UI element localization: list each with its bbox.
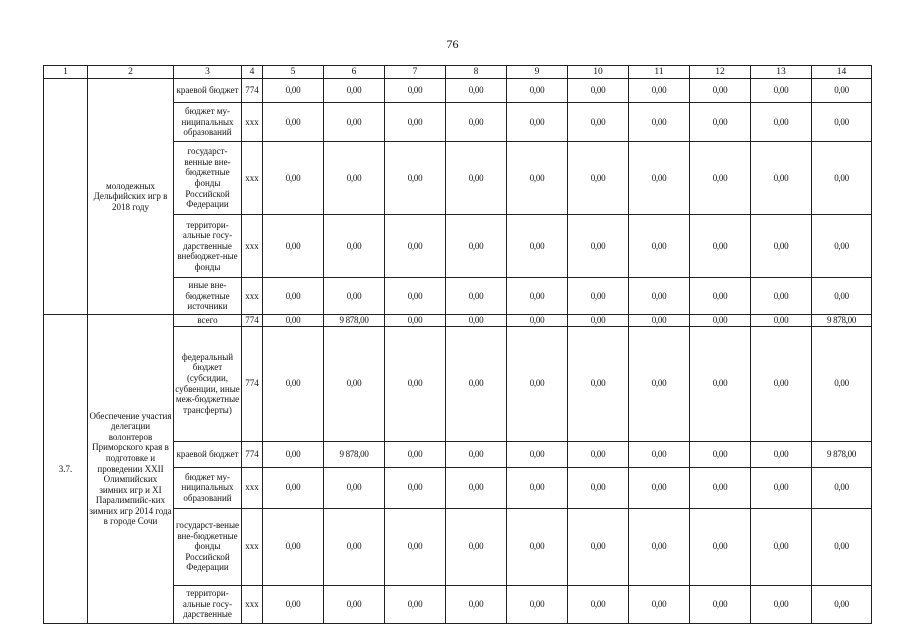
value-cell: 9 878,00: [812, 315, 872, 327]
value-cell: 0,00: [324, 467, 385, 508]
funding-source-cell: территори-альные госу-дарственные внебюджет-ные фонды: [174, 215, 242, 278]
value-cell: 0,00: [507, 467, 568, 508]
code-cell: xxx: [242, 467, 263, 508]
value-cell: 0,00: [568, 79, 629, 103]
page-number: 76: [446, 37, 459, 51]
value-cell: 0,00: [812, 326, 872, 441]
header-cell: 11: [629, 66, 690, 79]
value-cell: 0,00: [690, 215, 751, 278]
header-cell: 1: [44, 66, 88, 79]
row-index-cell: [44, 79, 88, 315]
value-cell: 0,00: [507, 142, 568, 215]
header-cell: 3: [174, 66, 242, 79]
value-cell: 0,00: [385, 79, 446, 103]
header-cell: 14: [812, 66, 872, 79]
value-cell: 0,00: [690, 467, 751, 508]
value-cell: 0,00: [690, 326, 751, 441]
value-cell: 0,00: [568, 585, 629, 623]
value-cell: 0,00: [324, 103, 385, 142]
value-cell: 0,00: [385, 467, 446, 508]
header-cell: 8: [446, 66, 507, 79]
code-cell: 774: [242, 315, 263, 327]
value-cell: 0,00: [446, 315, 507, 327]
header-cell: 4: [242, 66, 263, 79]
value-cell: 0,00: [629, 215, 690, 278]
value-cell: 0,00: [263, 585, 324, 623]
value-cell: 0,00: [751, 142, 812, 215]
value-cell: 0,00: [812, 215, 872, 278]
value-cell: 9 878,00: [324, 315, 385, 327]
value-cell: 0,00: [263, 315, 324, 327]
funding-source-cell: государст-веные вне-бюджетные фонды Российской Федерации: [174, 508, 242, 585]
value-cell: 0,00: [629, 79, 690, 103]
value-cell: 0,00: [751, 79, 812, 103]
value-cell: 0,00: [568, 142, 629, 215]
value-cell: 0,00: [324, 142, 385, 215]
value-cell: 0,00: [263, 215, 324, 278]
value-cell: 0,00: [751, 467, 812, 508]
header-cell: 7: [385, 66, 446, 79]
value-cell: 0,00: [629, 441, 690, 467]
code-cell: xxx: [242, 585, 263, 623]
budget-table: [43, 65, 872, 624]
value-cell: 0,00: [751, 103, 812, 142]
funding-source-cell: государст-венные вне-бюджетные фонды Российской Федерации: [174, 142, 242, 215]
value-cell: 0,00: [263, 326, 324, 441]
value-cell: 0,00: [629, 315, 690, 327]
funding-source-cell: краевой бюджет: [174, 79, 242, 103]
value-cell: 0,00: [751, 441, 812, 467]
value-cell: 0,00: [263, 508, 324, 585]
value-cell: 0,00: [263, 79, 324, 103]
value-cell: 0,00: [568, 441, 629, 467]
funding-source-cell: бюджет му-ниципальных образований: [174, 103, 242, 142]
value-cell: 0,00: [751, 215, 812, 278]
code-cell: 774: [242, 326, 263, 441]
code-cell: 774: [242, 441, 263, 467]
code-cell: xxx: [242, 103, 263, 142]
value-cell: 0,00: [812, 79, 872, 103]
value-cell: 0,00: [812, 508, 872, 585]
value-cell: 0,00: [812, 585, 872, 623]
funding-source-cell: территори-альные госу-дарственные: [174, 585, 242, 623]
funding-source-cell: всего: [174, 315, 242, 327]
value-cell: 0,00: [263, 441, 324, 467]
header-cell: 12: [690, 66, 751, 79]
value-cell: 0,00: [446, 215, 507, 278]
value-cell: 0,00: [385, 215, 446, 278]
value-cell: 0,00: [263, 467, 324, 508]
value-cell: 0,00: [446, 467, 507, 508]
header-cell: 10: [568, 66, 629, 79]
code-cell: 774: [242, 79, 263, 103]
code-cell: xxx: [242, 278, 263, 315]
value-cell: 0,00: [324, 326, 385, 441]
value-cell: 0,00: [446, 278, 507, 315]
value-cell: 0,00: [568, 467, 629, 508]
code-cell: xxx: [242, 215, 263, 278]
value-cell: 0,00: [507, 103, 568, 142]
value-cell: 0,00: [263, 142, 324, 215]
value-cell: 0,00: [629, 278, 690, 315]
value-cell: 0,00: [446, 79, 507, 103]
value-cell: 0,00: [629, 467, 690, 508]
header-cell: 5: [263, 66, 324, 79]
value-cell: 0,00: [629, 142, 690, 215]
value-cell: 0,00: [507, 585, 568, 623]
value-cell: 0,00: [629, 326, 690, 441]
value-cell: 0,00: [568, 508, 629, 585]
value-cell: 0,00: [385, 315, 446, 327]
value-cell: 0,00: [568, 326, 629, 441]
funding-source-cell: федеральный бюджет (субсидии, субвенции, иные меж-бюджетные трансферты): [174, 326, 242, 441]
value-cell: 0,00: [812, 467, 872, 508]
value-cell: 0,00: [324, 79, 385, 103]
row-index-cell: 3.7.: [44, 315, 88, 624]
value-cell: 0,00: [446, 103, 507, 142]
value-cell: 0,00: [751, 315, 812, 327]
value-cell: 0,00: [568, 315, 629, 327]
value-cell: 0,00: [446, 508, 507, 585]
table-row: [44, 79, 872, 103]
value-cell: 0,00: [690, 79, 751, 103]
value-cell: 0,00: [690, 278, 751, 315]
value-cell: 0,00: [507, 278, 568, 315]
value-cell: 0,00: [690, 103, 751, 142]
value-cell: 0,00: [385, 508, 446, 585]
value-cell: 0,00: [446, 142, 507, 215]
code-cell: xxx: [242, 508, 263, 585]
activity-description-cell: Обеспечение участия делегации волонтеров Приморского края в подготовке и проведении XXII Олимпийских зимних игр и XI Паралимпийс-ких зимних игр 2014 года в городе Сочи: [88, 315, 174, 624]
funding-source-cell: краевой бюджет: [174, 441, 242, 467]
value-cell: 0,00: [446, 326, 507, 441]
value-cell: 0,00: [629, 103, 690, 142]
value-cell: 0,00: [324, 508, 385, 585]
value-cell: 0,00: [507, 315, 568, 327]
value-cell: 0,00: [385, 278, 446, 315]
value-cell: 0,00: [324, 278, 385, 315]
value-cell: 0,00: [751, 278, 812, 315]
table-row: [44, 315, 872, 327]
value-cell: 0,00: [568, 103, 629, 142]
value-cell: 0,00: [568, 215, 629, 278]
value-cell: 0,00: [507, 326, 568, 441]
value-cell: 0,00: [568, 278, 629, 315]
value-cell: 0,00: [507, 215, 568, 278]
value-cell: 0,00: [690, 441, 751, 467]
value-cell: 0,00: [446, 585, 507, 623]
value-cell: 0,00: [690, 315, 751, 327]
value-cell: 9 878,00: [324, 441, 385, 467]
value-cell: 0,00: [812, 278, 872, 315]
value-cell: 0,00: [690, 142, 751, 215]
header-row: [44, 66, 872, 79]
value-cell: 0,00: [507, 79, 568, 103]
value-cell: 9 878,00: [812, 441, 872, 467]
value-cell: 0,00: [385, 103, 446, 142]
value-cell: 0,00: [263, 103, 324, 142]
value-cell: 0,00: [324, 585, 385, 623]
header-cell: 2: [88, 66, 174, 79]
funding-source-cell: бюджет му-ниципальных образований: [174, 467, 242, 508]
activity-description-cell: молодежных Дельфийских игр в 2018 году: [88, 79, 174, 315]
value-cell: 0,00: [812, 142, 872, 215]
value-cell: 0,00: [751, 585, 812, 623]
code-cell: xxx: [242, 142, 263, 215]
value-cell: 0,00: [507, 508, 568, 585]
value-cell: 0,00: [385, 585, 446, 623]
value-cell: 0,00: [690, 585, 751, 623]
value-cell: 0,00: [324, 215, 385, 278]
value-cell: 0,00: [751, 508, 812, 585]
value-cell: 0,00: [385, 326, 446, 441]
value-cell: 0,00: [812, 103, 872, 142]
value-cell: 0,00: [507, 441, 568, 467]
value-cell: 0,00: [446, 441, 507, 467]
funding-source-cell: иные вне-бюджетные источники: [174, 278, 242, 315]
value-cell: 0,00: [385, 142, 446, 215]
header-cell: 6: [324, 66, 385, 79]
value-cell: 0,00: [751, 326, 812, 441]
header-cell: 13: [751, 66, 812, 79]
value-cell: 0,00: [385, 441, 446, 467]
header-cell: 9: [507, 66, 568, 79]
value-cell: 0,00: [629, 585, 690, 623]
value-cell: 0,00: [263, 278, 324, 315]
value-cell: 0,00: [690, 508, 751, 585]
value-cell: 0,00: [629, 508, 690, 585]
